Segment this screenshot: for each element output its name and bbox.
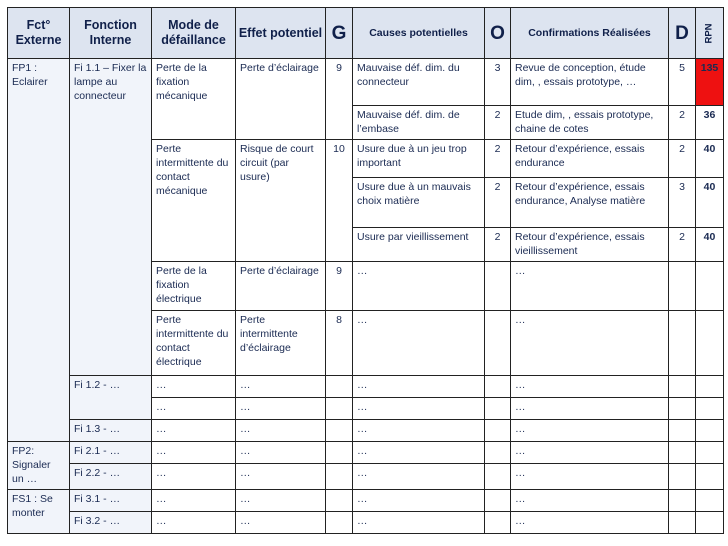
confirmation-cell: Retour d’expérience, essais endurance, Analyse matière <box>511 178 669 228</box>
occurrence-cell: 2 <box>485 228 511 262</box>
cause-cell: … <box>353 490 485 512</box>
confirmation-cell: … <box>511 262 669 311</box>
gravite-cell <box>326 442 353 464</box>
confirmation-cell: … <box>511 442 669 464</box>
cause-cell: … <box>353 512 485 534</box>
confirmation-cell: Retour d’expérience, essais endurance <box>511 140 669 178</box>
detection-cell <box>669 398 696 420</box>
occurrence-cell: 2 <box>485 140 511 178</box>
cause-cell: … <box>353 376 485 398</box>
mode-cell: Perte de la fixation électrique <box>152 262 236 311</box>
rpn-cell <box>696 490 724 512</box>
fct-interne-fi-2-1: Fi 2.1 - … <box>70 442 152 464</box>
detection-cell: 5 <box>669 59 696 106</box>
table-row <box>8 464 724 490</box>
rpn-cell: 40 <box>696 228 724 262</box>
effet-cell: Perte d’éclairage <box>236 59 326 140</box>
effet-cell: … <box>236 398 326 420</box>
effet-cell: … <box>236 512 326 534</box>
gravite-cell: 8 <box>326 311 353 376</box>
effet-cell: Risque de court circuit (par usure) <box>236 140 326 262</box>
occurrence-cell: 2 <box>485 106 511 140</box>
cause-cell: … <box>353 262 485 311</box>
rpn-cell-critical: 135 <box>696 59 724 106</box>
detection-cell <box>669 464 696 490</box>
detection-cell: 2 <box>669 140 696 178</box>
confirmation-cell: … <box>511 420 669 442</box>
detection-cell <box>669 490 696 512</box>
table-row <box>8 420 724 442</box>
occurrence-cell <box>485 262 511 311</box>
detection-cell <box>669 262 696 311</box>
rpn-cell <box>696 512 724 534</box>
fct-interne-fi-1-3: Fi 1.3 - … <box>70 420 152 442</box>
gravite-cell: 10 <box>326 140 353 262</box>
detection-cell <box>669 512 696 534</box>
occurrence-cell: 2 <box>485 178 511 228</box>
mode-cell: Perte de la fixation mécanique <box>152 59 236 140</box>
occurrence-cell <box>485 490 511 512</box>
cause-cell: Usure due à un jeu trop important <box>353 140 485 178</box>
table-row <box>8 490 724 512</box>
table-row <box>8 512 724 534</box>
mode-cell: … <box>152 490 236 512</box>
fct-interne-fi-1-2: Fi 1.2 - … <box>70 376 152 420</box>
confirmation-cell: … <box>511 464 669 490</box>
effet-cell: … <box>236 420 326 442</box>
cause-cell: … <box>353 398 485 420</box>
header-confirmations: Confirmations Réalisées <box>511 8 669 59</box>
header-gravite: G <box>326 8 353 59</box>
occurrence-cell <box>485 376 511 398</box>
cause-cell: Usure par vieillissement <box>353 228 485 262</box>
mode-cell: … <box>152 398 236 420</box>
header-causes-potentielles: Causes potentielles <box>353 8 485 59</box>
confirmation-cell: Retour d’expérience, essais vieillissement <box>511 228 669 262</box>
header-fct-externe: Fct° Externe <box>8 8 70 59</box>
occurrence-cell <box>485 442 511 464</box>
detection-cell: 3 <box>669 178 696 228</box>
amdec-table <box>7 7 724 534</box>
detection-cell <box>669 442 696 464</box>
effet-cell: Perte d’éclairage <box>236 262 326 311</box>
effet-cell: Perte intermittente d’éclairage <box>236 311 326 376</box>
cause-cell: … <box>353 420 485 442</box>
mode-cell: Perte intermittente du contact mécanique <box>152 140 236 262</box>
rpn-cell: 40 <box>696 140 724 178</box>
cause-cell: … <box>353 464 485 490</box>
rpn-cell <box>696 311 724 376</box>
occurrence-cell: 3 <box>485 59 511 106</box>
confirmation-cell: … <box>511 311 669 376</box>
rpn-cell: 40 <box>696 178 724 228</box>
confirmation-cell: Revue de conception, étude dim, , essais prototype, … <box>511 59 669 106</box>
occurrence-cell <box>485 311 511 376</box>
header-rpn <box>696 8 724 59</box>
table-row <box>8 59 724 106</box>
occurrence-cell <box>485 464 511 490</box>
occurrence-cell <box>485 512 511 534</box>
rpn-cell <box>696 398 724 420</box>
fct-interne-fi-3-2: Fi 3.2 - … <box>70 512 152 534</box>
header-effet-potentiel: Effet potentiel <box>236 8 326 59</box>
gravite-cell: 9 <box>326 59 353 140</box>
detection-cell <box>669 376 696 398</box>
confirmation-cell: … <box>511 490 669 512</box>
confirmation-cell: … <box>511 398 669 420</box>
confirmation-cell: … <box>511 512 669 534</box>
mode-cell: … <box>152 376 236 398</box>
mode-cell: … <box>152 420 236 442</box>
gravite-cell <box>326 420 353 442</box>
fct-externe-fp1: FP1 : Eclairer <box>8 59 70 442</box>
detection-cell <box>669 311 696 376</box>
rpn-cell: 36 <box>696 106 724 140</box>
rpn-cell <box>696 464 724 490</box>
cause-cell: Usure due à un mauvais choix matière <box>353 178 485 228</box>
fct-externe-fp2: FP2: Signaler un … <box>8 442 70 490</box>
header-row <box>8 8 724 59</box>
cause-cell: Mauvaise déf. dim. de l’embase <box>353 106 485 140</box>
fct-externe-fs1: FS1 : Se monter <box>8 490 70 534</box>
rpn-cell <box>696 442 724 464</box>
fct-interne-fi-1-1: Fi 1.1 – Fixer la lampe au connecteur <box>70 59 152 376</box>
table-row <box>8 376 724 398</box>
occurrence-cell <box>485 420 511 442</box>
mode-cell: Perte intermittente du contact électrique <box>152 311 236 376</box>
rpn-cell <box>696 376 724 398</box>
effet-cell: … <box>236 376 326 398</box>
cause-cell: Mauvaise déf. dim. du connecteur <box>353 59 485 106</box>
detection-cell: 2 <box>669 228 696 262</box>
fct-interne-fi-3-1: Fi 3.1 - … <box>70 490 152 512</box>
effet-cell: … <box>236 490 326 512</box>
gravite-cell: 9 <box>326 262 353 311</box>
mode-cell: … <box>152 442 236 464</box>
gravite-cell <box>326 376 353 398</box>
rpn-cell <box>696 262 724 311</box>
gravite-cell <box>326 512 353 534</box>
rpn-cell <box>696 420 724 442</box>
detection-cell <box>669 420 696 442</box>
cause-cell: … <box>353 311 485 376</box>
header-occurrence: O <box>485 8 511 59</box>
gravite-cell <box>326 464 353 490</box>
gravite-cell <box>326 490 353 512</box>
gravite-cell <box>326 398 353 420</box>
confirmation-cell: Etude dim, , essais prototype, chaine de cotes <box>511 106 669 140</box>
header-fonction-interne: Fonction Interne <box>70 8 152 59</box>
occurrence-cell <box>485 398 511 420</box>
fct-interne-fi-2-2: Fi 2.2 - … <box>70 464 152 490</box>
cause-cell: … <box>353 442 485 464</box>
header-rpn-label: RPN <box>704 22 715 44</box>
table-row <box>8 442 724 464</box>
mode-cell: … <box>152 512 236 534</box>
effet-cell: … <box>236 464 326 490</box>
effet-cell: … <box>236 442 326 464</box>
confirmation-cell: … <box>511 376 669 398</box>
header-mode-defaillance: Mode de défaillance <box>152 8 236 59</box>
mode-cell: … <box>152 464 236 490</box>
header-detection: D <box>669 8 696 59</box>
detection-cell: 2 <box>669 106 696 140</box>
